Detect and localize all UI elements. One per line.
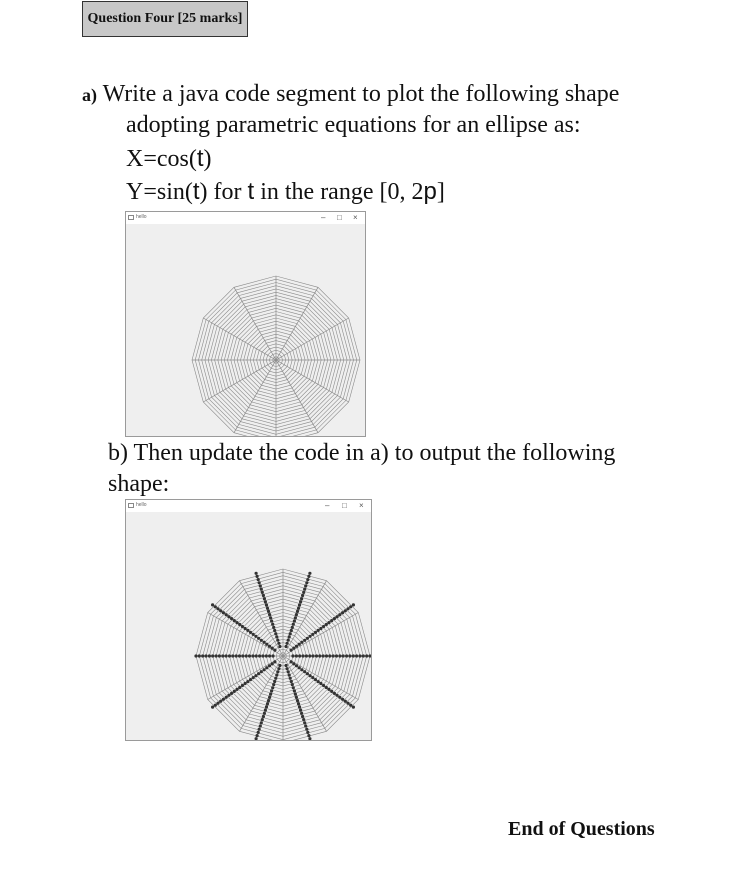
spoke-dot: [216, 702, 219, 705]
spoke-dot: [302, 591, 305, 594]
spoke-dot: [258, 728, 261, 731]
spoke-dot: [245, 654, 248, 657]
spoke-dot: [263, 597, 266, 600]
spoke-dot: [325, 686, 328, 689]
spoke-dot: [255, 572, 258, 575]
minimize-icon[interactable]: –: [321, 213, 326, 222]
spoke-dot: [295, 654, 298, 657]
spoke-dot: [293, 689, 296, 692]
spoke-dot: [257, 637, 260, 640]
spoke-dot: [255, 737, 258, 740]
spoke-dot: [365, 654, 368, 657]
spoke-dot: [287, 639, 290, 642]
spoke-dot: [303, 670, 306, 673]
spoke-dot: [265, 666, 268, 669]
spoke-dot: [259, 584, 262, 587]
spoke-dot: [332, 654, 335, 657]
spoke-dot: [256, 575, 259, 578]
spoke-dot: [218, 654, 221, 657]
spoke-dot: [256, 734, 259, 737]
spoke-dot: [300, 712, 303, 715]
spoke-dot: [267, 699, 270, 702]
maximize-icon[interactable]: □: [342, 501, 347, 510]
spoke-dot: [306, 578, 309, 581]
spoke-dot: [301, 594, 304, 597]
spoke-dot: [276, 639, 279, 642]
spoke-dot: [241, 625, 244, 628]
spoke-dot: [230, 692, 233, 695]
spoke-dot: [275, 635, 278, 638]
spoke-dot: [349, 704, 352, 707]
spoke-dot: [246, 680, 249, 683]
spoke-dot: [277, 667, 280, 670]
spoke-dot: [227, 694, 230, 697]
spoke-dot: [285, 645, 288, 648]
spoke-dot: [211, 603, 214, 606]
spoke-dot: [267, 610, 270, 613]
maximize-icon[interactable]: □: [337, 213, 342, 222]
end-of-questions: End of Questions: [508, 818, 655, 840]
spoke-dot: [349, 605, 352, 608]
spoke-dot: [225, 696, 228, 699]
part-b-line-1: b) Then update the code in a) to output the following: [108, 440, 616, 466]
spoke-dot: [273, 649, 276, 652]
spoke-dot: [302, 718, 305, 721]
spoke-dot: [225, 613, 228, 616]
spoke-dot: [257, 578, 260, 581]
spoke-dot: [261, 591, 264, 594]
spoke-dot: [263, 641, 266, 644]
spoke-dot: [214, 704, 217, 707]
spoke-dot: [296, 610, 299, 613]
spoke-dot: [295, 664, 298, 667]
spoke-dot: [266, 607, 269, 610]
spoke-dot: [258, 581, 261, 584]
spoke-dot: [204, 654, 207, 657]
spoke-dot: [314, 678, 317, 681]
spoke-dot: [352, 654, 355, 657]
spoke-dot: [344, 700, 347, 703]
minimize-icon[interactable]: –: [325, 501, 330, 510]
spoke-dot: [262, 594, 265, 597]
spoke-dot: [312, 654, 315, 657]
spoke-dot: [298, 654, 301, 657]
close-icon[interactable]: ×: [353, 213, 358, 222]
figure-a-window: [125, 211, 366, 437]
spoke-dot: [304, 724, 307, 727]
spoke-dot: [222, 611, 225, 614]
spoke-dot: [219, 700, 222, 703]
spoke-dot: [264, 709, 267, 712]
spoke-dot: [268, 654, 271, 657]
part-a-text-1: Write a java code segment to plot the following shape: [102, 81, 620, 107]
spoke-dot: [194, 654, 197, 657]
spoke-dot: [327, 621, 330, 624]
spoke-dot: [266, 702, 269, 705]
spoke-dot: [346, 702, 349, 705]
spoke-dot: [269, 616, 272, 619]
spoke-dot: [261, 654, 264, 657]
spoke-dot: [300, 668, 303, 671]
spoke-dot: [315, 654, 318, 657]
spoke-dot: [298, 604, 301, 607]
spoke-dot: [244, 682, 247, 685]
spoke-dot: [238, 623, 241, 626]
spoke-dot: [198, 654, 201, 657]
spoke-dot: [314, 631, 317, 634]
spoke-dot: [273, 680, 276, 683]
spoke-dot: [302, 654, 305, 657]
spoke-dot: [274, 632, 277, 635]
spoke-dot: [292, 686, 295, 689]
spoke-dot: [269, 693, 272, 696]
spoke-dot: [254, 674, 257, 677]
spoke-dot: [238, 686, 241, 689]
spoke-dot: [290, 680, 293, 683]
spoke-dot: [305, 654, 308, 657]
spoke-dot: [300, 641, 303, 644]
spoke-dot: [295, 696, 298, 699]
spoke-dot: [322, 684, 325, 687]
spoke-dot: [328, 654, 331, 657]
equation-y: Y=sin(t) for t in the range [0, 2p]: [126, 178, 445, 205]
equation-x: X=cos(t): [126, 145, 212, 172]
spoke-dot: [268, 664, 271, 667]
spoke-dot: [308, 737, 311, 740]
spoke-dot: [336, 615, 339, 618]
spoke-dot: [303, 588, 306, 591]
spoke-dot: [241, 654, 244, 657]
spoke-dot: [260, 721, 263, 724]
figure-b-web-plot: [126, 500, 371, 740]
spoke-dot: [322, 654, 325, 657]
spoke-dot: [319, 682, 322, 685]
spoke-dot: [338, 696, 341, 699]
spoke-dot: [211, 654, 214, 657]
spoke-dot: [344, 609, 347, 612]
spoke-dot: [305, 581, 308, 584]
app-icon: [128, 215, 134, 220]
spoke-dot: [294, 616, 297, 619]
spoke-dot: [297, 702, 300, 705]
spoke-dot: [335, 654, 338, 657]
spoke-dot: [265, 604, 268, 607]
spoke-dot: [306, 637, 309, 640]
spoke-dot: [304, 584, 307, 587]
spoke-dot: [238, 654, 241, 657]
spoke-dot: [317, 680, 320, 683]
spoke-dot: [254, 635, 257, 638]
spoke-dot: [251, 654, 254, 657]
spoke-dot: [228, 654, 231, 657]
spoke-dot: [263, 712, 266, 715]
spoke-dot: [298, 643, 301, 646]
spoke-dot: [271, 647, 274, 650]
spoke-dot: [300, 597, 303, 600]
spoke-dot: [338, 613, 341, 616]
spoke-dot: [271, 686, 274, 689]
spoke-dot: [291, 683, 294, 686]
spoke-dot: [309, 674, 312, 677]
spoke-dot: [268, 696, 271, 699]
spoke-dot: [258, 654, 261, 657]
figure-b-titlebar: [126, 500, 371, 512]
spoke-dot: [277, 642, 280, 645]
spoke-dot: [252, 633, 255, 636]
spoke-dot: [285, 664, 288, 667]
spoke-dot: [263, 668, 266, 671]
spoke-dot: [244, 627, 247, 630]
spoke-dot: [299, 600, 302, 603]
spoke-dot: [296, 699, 299, 702]
spoke-dot: [216, 607, 219, 610]
spoke-dot: [230, 617, 233, 620]
spoke-dot: [368, 654, 371, 657]
spoke-dot: [233, 619, 236, 622]
spoke-dot: [259, 724, 262, 727]
spoke-dot: [265, 643, 268, 646]
spoke-dot: [307, 734, 310, 737]
spoke-dot: [211, 706, 214, 709]
spoke-dot: [292, 623, 295, 626]
spoke-dot: [358, 654, 361, 657]
spoke-dot: [231, 654, 234, 657]
spoke-dot: [257, 672, 260, 675]
spoke-dot: [307, 575, 310, 578]
spoke-dot: [248, 654, 251, 657]
spoke-dot: [297, 607, 300, 610]
spoke-dot: [264, 600, 267, 603]
spoke-dot: [276, 670, 279, 673]
part-b-line-2: shape:: [108, 471, 170, 497]
app-icon: [128, 503, 134, 508]
spoke-dot: [355, 654, 358, 657]
spoke-dot: [233, 690, 236, 693]
spoke-dot: [225, 654, 228, 657]
spoke-dot: [327, 688, 330, 691]
spoke-dot: [333, 692, 336, 695]
spoke-dot: [352, 603, 355, 606]
spoke-dot: [255, 654, 258, 657]
spoke-dot: [275, 674, 278, 677]
spoke-dot: [298, 705, 301, 708]
spoke-dot: [201, 654, 204, 657]
spoke-dot: [278, 664, 281, 667]
figure-b-window: [125, 499, 372, 741]
spoke-dot: [222, 698, 225, 701]
spoke-dot: [289, 632, 292, 635]
spoke-dot: [336, 694, 339, 697]
spoke-dot: [306, 731, 309, 734]
spoke-dot: [345, 654, 348, 657]
figure-a-titlebar: [126, 212, 365, 224]
spoke-dot: [241, 684, 244, 687]
spoke-dot: [352, 706, 355, 709]
spoke-dot: [215, 654, 218, 657]
spoke-dot: [292, 662, 295, 665]
spoke-dot: [308, 572, 311, 575]
close-icon[interactable]: ×: [359, 501, 364, 510]
spoke-dot: [318, 654, 321, 657]
spoke-dot: [272, 683, 275, 686]
spoke-dot: [338, 654, 341, 657]
spoke-dot: [286, 667, 289, 670]
spoke-dot: [303, 639, 306, 642]
spoke-dot: [308, 654, 311, 657]
spoke-dot: [286, 642, 289, 645]
spoke-dot: [271, 654, 274, 657]
spoke-dot: [227, 615, 230, 618]
spoke-dot: [260, 588, 263, 591]
spoke-dot: [235, 688, 238, 691]
spoke-dot: [294, 693, 297, 696]
spoke-dot: [271, 662, 274, 665]
spoke-dot: [221, 654, 224, 657]
spoke-dot: [301, 715, 304, 718]
spoke-dot: [325, 623, 328, 626]
spoke-dot: [291, 626, 294, 629]
spoke-dot: [214, 605, 217, 608]
spoke-dot: [261, 718, 264, 721]
figure-a-web-plot: [126, 212, 365, 436]
spoke-dot: [289, 677, 292, 680]
spoke-dot: [333, 617, 336, 620]
spoke-dot: [330, 619, 333, 622]
spoke-dot: [309, 635, 312, 638]
spoke-dot: [252, 676, 255, 679]
spoke-dot: [260, 639, 263, 642]
spoke-dot: [317, 629, 320, 632]
spoke-dot: [273, 660, 276, 663]
spoke-dot: [246, 629, 249, 632]
spoke-dot: [290, 649, 293, 652]
spoke-dot: [291, 654, 294, 657]
spoke-dot: [290, 660, 293, 663]
spoke-dot: [322, 625, 325, 628]
spoke-dot: [311, 633, 314, 636]
spoke-dot: [288, 674, 291, 677]
spoke-dot: [265, 654, 268, 657]
spoke-dot: [249, 631, 252, 634]
spoke-dot: [311, 676, 314, 679]
spoke-dot: [341, 611, 344, 614]
spoke-dot: [319, 627, 322, 630]
spoke-dot: [298, 666, 301, 669]
spoke-dot: [235, 654, 238, 657]
spoke-dot: [270, 619, 273, 622]
spoke-dot: [265, 705, 268, 708]
spoke-dot: [306, 672, 309, 675]
spoke-dot: [341, 698, 344, 701]
spoke-dot: [346, 607, 349, 610]
spoke-dot: [260, 670, 263, 673]
spoke-dot: [257, 731, 260, 734]
window-title: hello: [136, 214, 147, 220]
spoke-dot: [208, 654, 211, 657]
spoke-dot: [270, 689, 273, 692]
spoke-dot: [272, 626, 275, 629]
spoke-dot: [262, 715, 265, 718]
spoke-dot: [299, 709, 302, 712]
spoke-dot: [293, 619, 296, 622]
spoke-dot: [292, 647, 295, 650]
spoke-dot: [274, 677, 277, 680]
spoke-dot: [219, 609, 222, 612]
spoke-dot: [288, 635, 291, 638]
spoke-dot: [249, 678, 252, 681]
spoke-dot: [362, 654, 365, 657]
spoke-dot: [342, 654, 345, 657]
spoke-dot: [325, 654, 328, 657]
part-a-label: a): [82, 85, 97, 105]
spoke-dot: [303, 721, 306, 724]
spoke-dot: [271, 623, 274, 626]
question-header: [82, 1, 248, 37]
window-title: hello: [136, 502, 147, 508]
question-header-title: Question Four [25 marks]: [87, 11, 243, 26]
spoke-dot: [278, 645, 281, 648]
spoke-dot: [295, 645, 298, 648]
part-a-line-1: [82, 80, 619, 109]
spoke-dot: [330, 690, 333, 693]
spoke-dot: [268, 613, 271, 616]
part-a-line-2: adopting parametric equations for an ellipse as:: [126, 112, 581, 138]
spoke-dot: [235, 621, 238, 624]
spoke-dot: [268, 645, 271, 648]
spoke-dot: [290, 629, 293, 632]
spoke-dot: [305, 728, 308, 731]
spoke-dot: [273, 629, 276, 632]
spoke-dot: [287, 670, 290, 673]
spoke-dot: [295, 613, 298, 616]
spoke-dot: [348, 654, 351, 657]
